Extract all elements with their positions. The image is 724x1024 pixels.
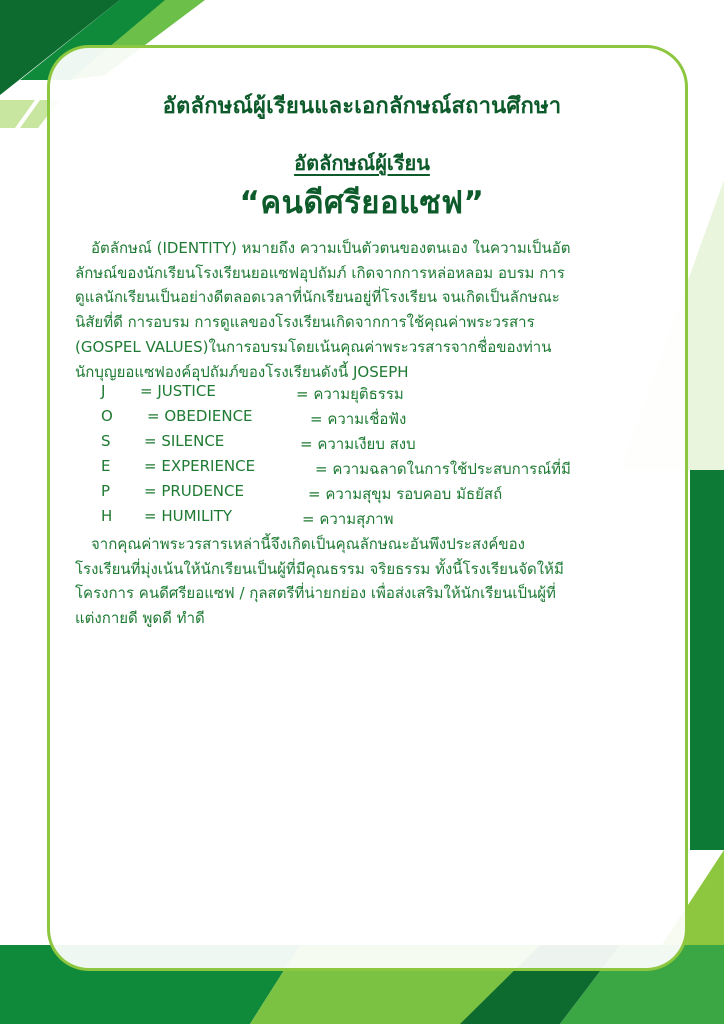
- acronym-row: [0, 432, 600, 457]
- acronym-english: = HUMILITY: [144, 507, 233, 525]
- acronym-english: = OBEDIENCE: [147, 407, 253, 425]
- intro-line: ดูแลนักเรียนเป็นอย่างดีตลอดเวลาที่นักเรียนอยู่ที่โรงเรียน จนเกิดเป็นลักษณะ: [75, 288, 560, 307]
- acronym-letter: H: [101, 507, 113, 525]
- intro-line: นักบุญยอแซฟองค์อุปถัมภ์ของโรงเรียนดังนี้ JOSEPH: [75, 362, 409, 381]
- acronym-letter: J: [101, 382, 106, 400]
- acronym-thai: = ความฉลาดในการใช้ประสบการณ์ที่มี: [315, 460, 571, 478]
- acronym-english: = EXPERIENCE: [144, 457, 256, 475]
- acronym-letter: E: [101, 457, 111, 475]
- page-title: อัตลักษณ์ผู้เรียนและเอกลักษณ์สถานศึกษา: [162, 94, 562, 119]
- intro-paragraph: [75, 236, 671, 384]
- closing-line: โครงการ คนดีศรียอแซฟ / กุลสตรีที่น่ายกย่อง เพื่อส่งเสริมให้นักเรียนเป็นผู้ที่: [75, 584, 556, 603]
- acronym-thai: = ความเชื่อฟัง: [310, 410, 407, 428]
- closing-line: จากคุณค่าพระวรสารเหล่านี้จึงเกิดเป็นคุณลักษณะอันพึงประสงค์ของ: [91, 535, 525, 553]
- acronym-english: = SILENCE: [144, 432, 225, 450]
- intro-line: (GOSPEL VALUES)ในการอบรมโดยเน้นคุณค่าพระวรสารจากชื่อของท่าน: [75, 337, 552, 356]
- acronym-english: = PRUDENCE: [144, 482, 244, 500]
- acronym-thai: = ความสุภาพ: [302, 510, 394, 528]
- closing-line: โรงเรียนที่มุ่งเน้นให้นักเรียนเป็นผู้ที่มีคุณธรรม จริยธรรม ทั้งนี้โรงเรียนจัดให้มี: [75, 559, 564, 578]
- acronym-row: [0, 407, 600, 432]
- acronym-row: [0, 382, 600, 407]
- intro-line: อัตลักษณ์ (IDENTITY) หมายถึง ความเป็นตัวตนของตนเอง ในความเป็นอัต: [91, 239, 571, 257]
- acronym-letter: O: [101, 407, 113, 425]
- intro-line: นิสัยที่ดี การอบรม การดูแลของโรงเรียนเกิดจากการใช้คุณค่าพระวรสาร: [75, 313, 535, 332]
- acronym-row: [0, 457, 600, 482]
- acronym-letter: P: [101, 482, 111, 500]
- acronym-thai: = ความสุขุม รอบคอบ มัธยัสถ์: [308, 485, 503, 503]
- closing-line: แต่งกายดี พูดดี ทำดี: [75, 609, 205, 628]
- acronym-row: [0, 507, 600, 532]
- section-subtitle: อัตลักษณ์ผู้เรียน: [294, 151, 430, 175]
- acronym-row: [0, 482, 600, 507]
- acronym-letter: S: [101, 432, 111, 450]
- intro-line: ลักษณ์ของนักเรียนโรงเรียนยอแซฟอุปถัมภ์ เกิดจากการหล่อหลอม อบรม การ: [75, 263, 565, 282]
- closing-paragraph: [75, 532, 671, 631]
- acronym-english: = JUSTICE: [140, 382, 216, 400]
- acronym-thai: = ความยุติธรรม: [296, 385, 404, 403]
- motto: “คนดีศรียอแซฟ”: [239, 185, 485, 221]
- acronym-thai: = ความเงียบ สงบ: [300, 435, 416, 453]
